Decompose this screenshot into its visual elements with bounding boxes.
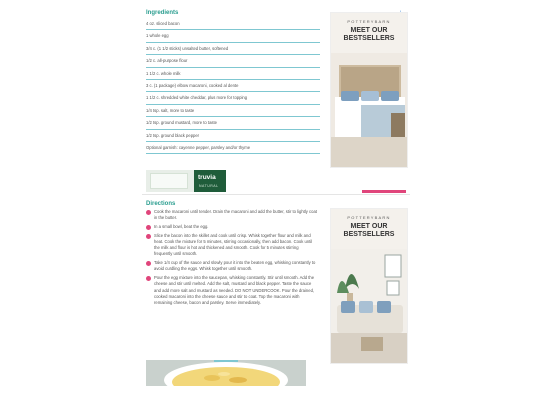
truvia-banner-ad[interactable]	[146, 170, 226, 192]
section-divider	[142, 194, 410, 195]
ad-brand-logo: POTTERYBARN	[347, 19, 391, 24]
ingredient-item: 1 1/2 c. whole milk	[146, 68, 320, 80]
step-text: Pour the egg mixture into the saucepan, whisking constantly. Stir until smooth. Add the cheese and stir until melted. Add the salt, mustard and black pepper. Taste the sauce and add more salt and mustard as needed. DO NOT UNDERCOOK. Pour the drained, cooked macaroni into the cheese sauce and stir to coat. Top the macaroni with remaining cheese, bacon and parsley. Serve immediately.	[154, 275, 315, 306]
ad-brand-logo: POTTERYBARN	[347, 215, 391, 220]
ingredient-item: 3/4 c. (1 1/2 sticks) unsalted butter, softened	[146, 43, 320, 55]
living-room-image	[331, 249, 408, 364]
step-bullet-icon	[146, 276, 151, 281]
ingredients-section	[146, 8, 320, 154]
truvia-product-image	[150, 173, 188, 189]
ingredient-item: 3 c. (1 package) elbow macaroni, cooked al dente	[146, 80, 320, 92]
ad-link-bar[interactable]	[362, 190, 406, 193]
ad-headline: MEET OUR BESTSELLERS	[343, 27, 395, 42]
ingredient-item: 4 oz. sliced bacon	[146, 18, 320, 30]
step-bullet-icon	[146, 261, 151, 266]
step-text: In a small bowl, beat the egg.	[154, 224, 209, 229]
truvia-tagline: NATURAL	[199, 184, 219, 188]
ingredients-heading: Ingredients	[146, 10, 179, 16]
ingredient-item: 1/4 tsp. salt, more to taste	[146, 105, 320, 117]
pottery-barn-ad-bottom[interactable]	[330, 208, 408, 364]
step-bullet-icon	[146, 234, 151, 239]
step-text: Cook the macaroni until tender. Drain the macaroni and add the butter, stir to lightly coat in the butter.	[154, 209, 317, 221]
ingredient-item: 1 whole egg	[146, 30, 320, 42]
ingredient-item: 1/2 tsp. ground mustard, more to taste	[146, 117, 320, 129]
ingredient-item: 1/2 tsp. ground black pepper	[146, 130, 320, 142]
direction-step	[146, 224, 318, 230]
directions-heading: Directions	[146, 201, 176, 207]
ingredient-item: Optional garnish: cayenne pepper, parsley and/or thyme	[146, 142, 320, 154]
direction-step	[146, 209, 318, 221]
step-text: Take 1/4 cup of the sauce and slowly pour it into the beaten egg, whisking constantly to avoid curdling the eggs. Whisk together until smooth.	[154, 260, 316, 272]
truvia-logo: truvia	[198, 174, 216, 181]
direction-step	[146, 260, 318, 272]
ad-headline: MEET OUR BESTSELLERS	[343, 223, 395, 238]
ingredient-item: 1/2 c. all-purpose flour	[146, 55, 320, 67]
bedroom-image	[331, 53, 408, 168]
mac-and-cheese-image	[146, 360, 306, 386]
direction-step	[146, 233, 318, 258]
directions-section	[146, 199, 318, 309]
ingredient-item: 1 1/2 c. shredded white cheddar, plus more for topping	[146, 92, 320, 104]
step-bullet-icon	[146, 210, 151, 215]
step-bullet-icon	[146, 225, 151, 230]
pottery-barn-ad-top[interactable]	[330, 12, 408, 168]
step-text: Slice the bacon into the skillet and cook until crisp. Whisk together flour and milk and heat. Cook the mixture for 5 minutes, stirring occasionally, then add bacon. Cook until the milk and flour is hot and thickened and smooth. Cook for 5 minutes stirring frequently until smooth.	[154, 232, 313, 257]
direction-step	[146, 275, 318, 306]
